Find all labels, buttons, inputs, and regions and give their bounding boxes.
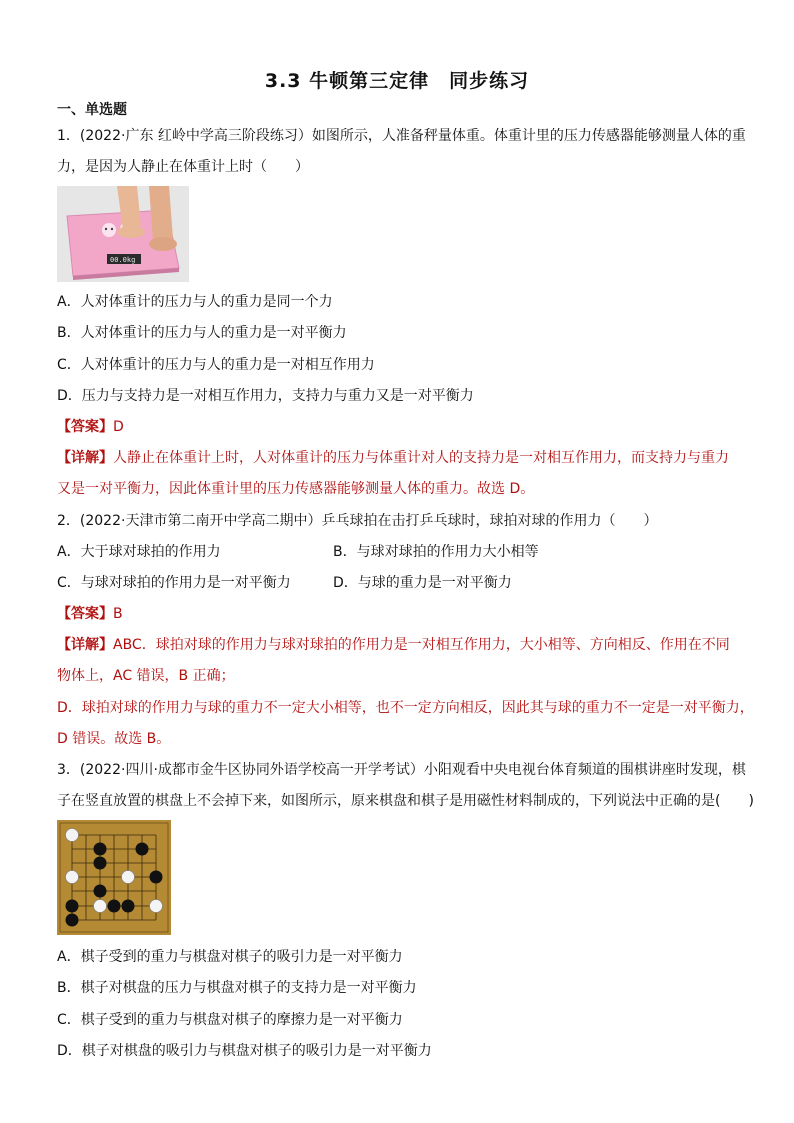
q3-option-d: D．棋子对棋盘的吸引力与棋盘对棋子的吸引力是一对平衡力 xyxy=(57,1043,432,1059)
q1-answer xyxy=(57,418,124,436)
q2-option-b: B．与球对球拍的作用力大小相等 xyxy=(333,544,539,560)
q2-detail-line1 xyxy=(57,636,730,654)
q1-option-b: B．人对体重计的压力与人的重力是一对平衡力 xyxy=(57,325,347,341)
q3-option-c: C．棋子受到的重力与棋盘对棋子的摩擦力是一对平衡力 xyxy=(57,1012,403,1028)
detail-tag: 【详解】 xyxy=(57,637,113,653)
detail-tag: 【详解】 xyxy=(57,450,113,466)
q3-stem-line2: 子在竖直放置的棋盘上不会掉下来，如图所示，原来棋盘和棋子是用磁性材料制成的，下列说法中正确的是( ) xyxy=(57,793,754,809)
q2-option-d: D．与球的重力是一对平衡力 xyxy=(333,575,512,591)
q1-option-d: D．压力与支持力是一对相互作用力，支持力与重力又是一对平衡力 xyxy=(57,388,474,404)
q2-stem: 2．(2022·天津市第二南开中学高二期中）乒乓球拍在击打乒乓球时，球拍对球的作用力（ ） xyxy=(57,513,658,529)
scale-display-text: 00.0kg xyxy=(110,256,136,264)
q3-option-a: A．棋子受到的重力与棋盘对棋子的吸引力是一对平衡力 xyxy=(57,949,403,965)
detail-text: 人静止在体重计上时，人对体重计的压力与体重计对人的支持力是一对相互作用力，而支持力与重力 xyxy=(113,450,729,466)
answer-tag: 【答案】 xyxy=(57,606,113,622)
detail-text: ABC．球拍对球的作用力与球对球拍的作用力是一对相互作用力，大小相等、方向相反、作用在不同 xyxy=(113,637,730,653)
go-board-image xyxy=(57,820,171,935)
q1-stem-line1: 1．(2022·广东 红岭中学高三阶段练习）如图所示，人准备秤量体重。体重计里的压力传感器能够测量人体的重 xyxy=(57,128,746,144)
q1-detail-line2: 又是一对平衡力，因此体重计里的压力传感器能够测量人体的重力。故选 D。 xyxy=(57,481,535,497)
answer-value: D xyxy=(113,419,124,435)
q3-stem-line1: 3．(2022·四川·成都市金牛区协同外语学校高一开学考试）小阳观看中央电视台体育频道的围棋讲座时发现，棋 xyxy=(57,762,746,778)
q2-detail-line4: D 错误。故选 B。 xyxy=(57,731,171,747)
answer-value: B xyxy=(113,606,123,622)
section-heading: 一、单选题 xyxy=(57,102,127,118)
q1-option-a: A．人对体重计的压力与人的重力是同一个力 xyxy=(57,294,333,310)
q1-stem-line2: 力，是因为人静止在体重计上时（ ） xyxy=(57,159,309,175)
answer-tag: 【答案】 xyxy=(57,419,113,435)
q2-option-c: C．与球对球拍的作用力是一对平衡力 xyxy=(57,575,291,591)
q2-answer xyxy=(57,605,123,623)
q1-detail-line1 xyxy=(57,449,729,467)
q1-option-c: C．人对体重计的压力与人的重力是一对相互作用力 xyxy=(57,357,375,373)
bathroom-scale-image xyxy=(57,186,189,282)
q3-option-b: B．棋子对棋盘的压力与棋盘对棋子的支持力是一对平衡力 xyxy=(57,980,417,996)
q2-detail-line3: D．球拍对球的作用力与球的重力不一定大小相等，也不一定方向相反，因此其与球的重力不一定是一对平衡力， xyxy=(57,700,754,716)
page-title: 3.3 牛顿第三定律 同步练习 xyxy=(264,70,530,92)
q2-detail-line2: 物体上，AC 错误，B 正确； xyxy=(57,668,235,684)
q2-option-a: A．大于球对球拍的作用力 xyxy=(57,544,221,560)
